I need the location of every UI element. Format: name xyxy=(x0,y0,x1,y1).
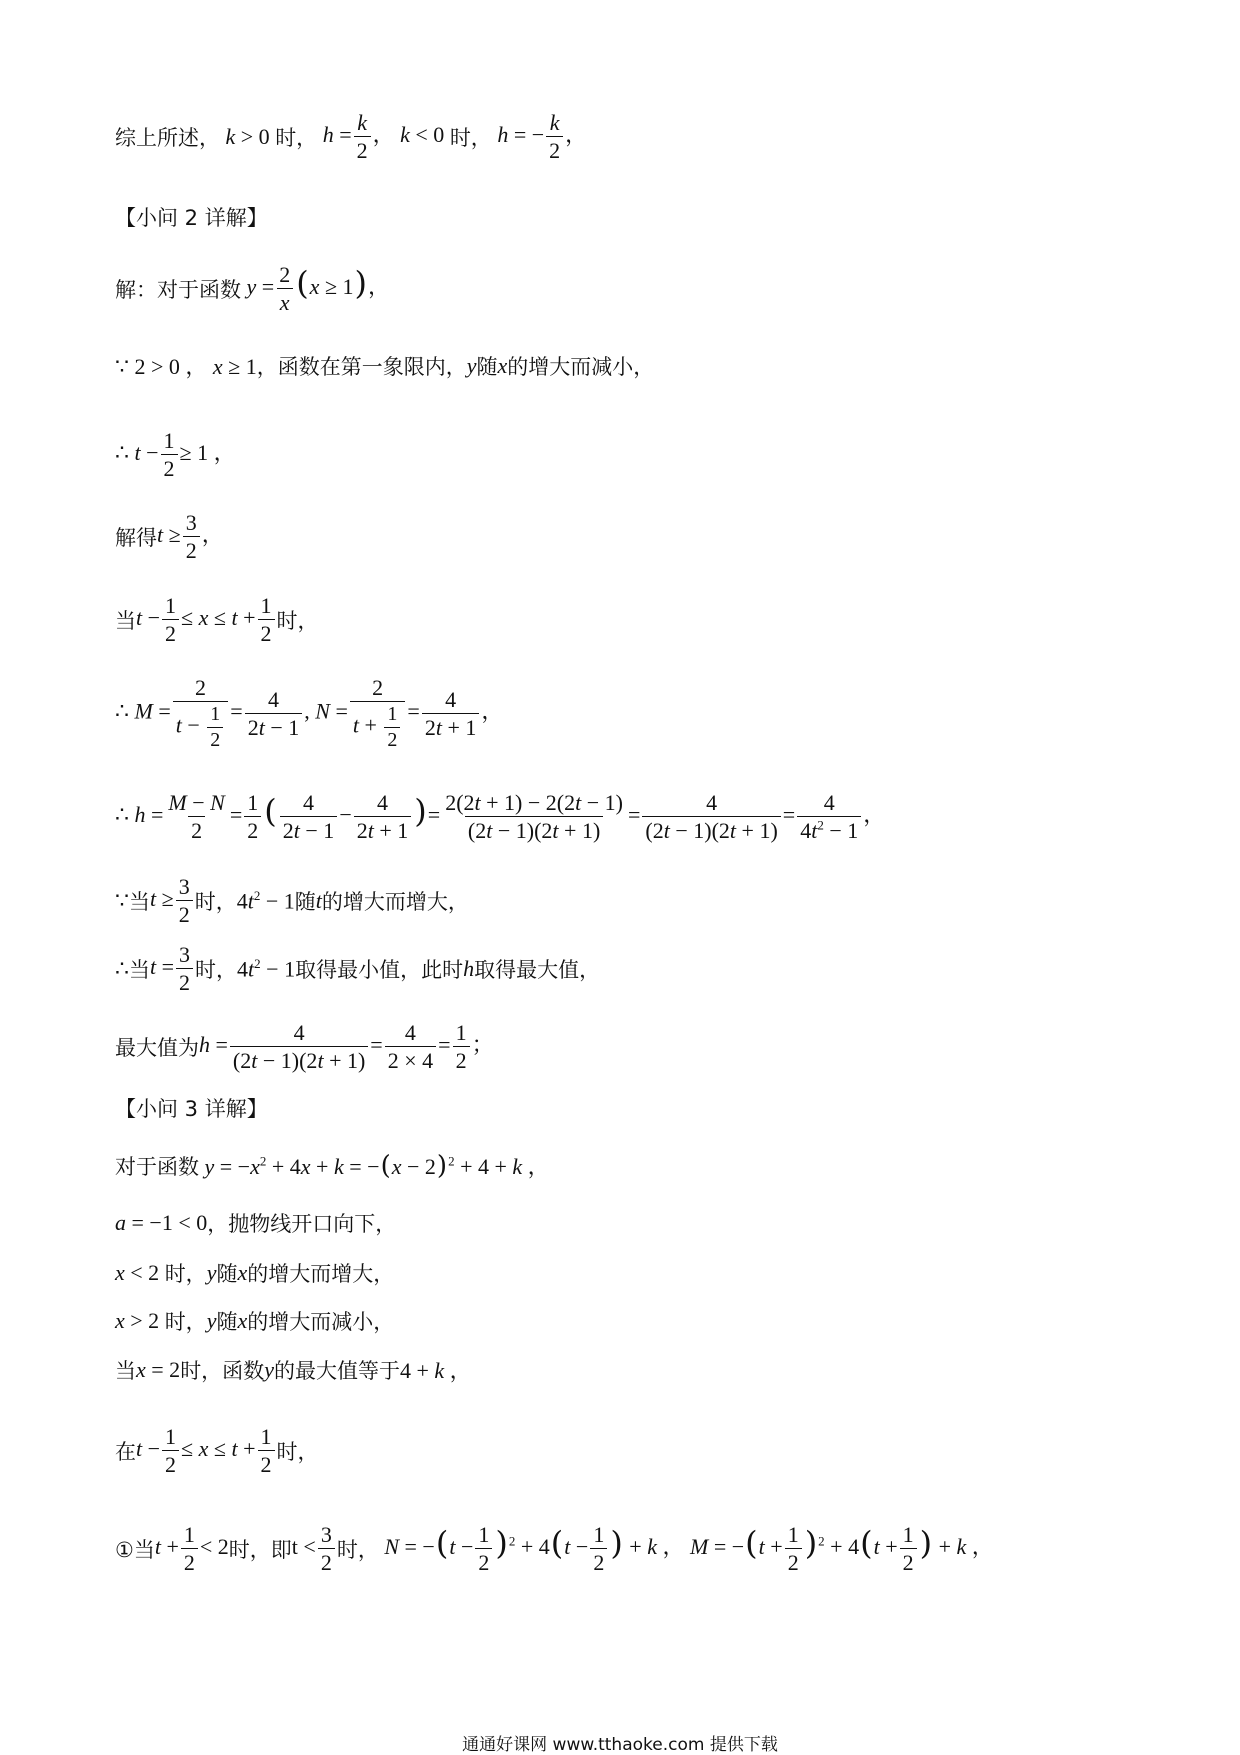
math-y: y xyxy=(466,352,477,378)
solve-t-text: 解得 xyxy=(115,525,157,550)
m-n-line xyxy=(115,675,503,752)
q3-intro-line xyxy=(115,1150,550,1181)
math-4t2-1-b: $4t^2 - 1$ xyxy=(237,955,296,981)
math-case1-cond: t + $\frac{1}{2}$ < 2 xyxy=(154,1522,229,1576)
math-4-plus-k: 4 + k ， xyxy=(399,1358,472,1383)
q2-intro-text: 解：对于函数 xyxy=(115,277,241,302)
shi-text-5: 时， xyxy=(276,1439,319,1464)
max-y-text: 时，函数 xyxy=(180,1358,265,1383)
a-line xyxy=(115,1208,396,1238)
max-line xyxy=(115,1020,494,1074)
sui-text: 随 xyxy=(476,354,498,379)
y-decreases2-text: 的增大而减小， xyxy=(247,1310,395,1334)
sui-text-4: 随 xyxy=(216,1310,238,1334)
x-lt-2-line xyxy=(115,1258,394,1288)
page-footer: 通通好课网 www.tthaoke.com 提供下载 xyxy=(462,1735,778,1755)
math-therefore-sym: ∴ xyxy=(115,955,129,981)
solve-t-line xyxy=(115,510,224,564)
section-header-q3: 【小问 3 详解】 xyxy=(115,1097,268,1121)
math-x-3: x xyxy=(237,1308,248,1333)
max-y2-text: 的最大值等于 xyxy=(273,1358,400,1383)
math-4t2-1: $4t^2 - 1$ xyxy=(236,887,295,913)
because-when-text: 当 xyxy=(129,889,150,914)
case1-mid-text: 时，即 xyxy=(228,1537,292,1562)
y-increases-text: 的增大而增大， xyxy=(247,1262,395,1286)
because-line xyxy=(115,350,654,381)
max-value-h-text: 取得最大值， xyxy=(474,957,601,982)
reason1-text: ，函数在第一象限内， xyxy=(256,354,467,379)
math-t-eq: t = $\frac{3}{2}$ xyxy=(150,942,195,996)
math-max-h: h = $\frac{4}{(2t - 1)(2t + 1)}$ = $\frac{4}{2 \times 4}$ = $\frac{1}{2}$ ； xyxy=(199,1020,494,1074)
y-decreases-text: 的增大而减小， xyxy=(507,354,655,379)
math-case1-t: t < $\frac{3}{2}$ xyxy=(292,1522,337,1576)
math-t-geq: t ≥ $\frac{3}{2}$ ， xyxy=(157,510,224,564)
q2-intro-line xyxy=(115,262,390,316)
math-h-derivation: ∴ h = $\frac{M - N}{2}$ = $\frac{1}{2}$ ( $\frac{4}{2t - 1}$ − $\frac{4}{2t + 1}$ )= $\frac{2(2t + 1) - 2(2t - 1)}{(2t - 1)(2t + 1)}$ = $\frac{4}{(2t - 1)(2t + 1)}$ = $\frac{4}{4t^2 - 1}$ ， xyxy=(115,790,886,844)
shi-text-4: 时， xyxy=(164,1310,207,1334)
increasing-line xyxy=(115,874,469,928)
math-x-lt-2: x < 2 xyxy=(115,1260,165,1285)
case1-line xyxy=(115,1522,994,1576)
math-range: t − $\frac{1}{2}$ ≤ x ≤ t + $\frac{1}{2}$ xyxy=(136,593,277,647)
math-x: x xyxy=(497,352,508,378)
therefore-when-text: 当 xyxy=(129,957,150,982)
summary-line xyxy=(115,110,587,164)
math-x-eq-2: x = 2 xyxy=(136,1356,181,1382)
x-gt-2-line xyxy=(115,1306,394,1336)
max-is-text: 最大值为 xyxy=(115,1035,199,1060)
range-line xyxy=(115,593,319,647)
increase-with-t-text: 的增大而增大， xyxy=(321,889,469,914)
math-h-k-half: h = $\frac{k}{2}$ ， k < 0 xyxy=(322,110,450,164)
math-y-2-over-x: y = $\frac{2}{x}$ (x ≥ 1)， xyxy=(246,262,391,316)
in-range-text: 在 xyxy=(115,1439,136,1464)
sui-text-2: 随 xyxy=(294,889,316,914)
math-because: ∵ 2 > 0 ， x ≥ 1 xyxy=(115,354,257,379)
shi-text-6: 时， xyxy=(336,1537,379,1562)
math-case1-n-m: N = −(t − $\frac{1}{2}$ )$^2$ + 4(t − $\frac{1}{2}$ ) + k ， M = −(t + $\frac{1}{2}$ )$^2$ + 4(t + $\frac{1}{2}$ ) + k ， xyxy=(384,1522,994,1576)
section-header-q2: 【小问 2 详解】 xyxy=(115,206,268,230)
math-range-2: t − $\frac{1}{2}$ ≤ x ≤ t + $\frac{1}{2}$ xyxy=(136,1424,277,1478)
summary-when1: 时， xyxy=(275,125,318,150)
math-x-2: x xyxy=(237,1260,248,1285)
math-h: h xyxy=(463,955,475,981)
math-y-4: y xyxy=(264,1356,274,1382)
opens-down-text: ，抛物线开口向下， xyxy=(207,1212,397,1236)
when-text-2: 当 xyxy=(115,1358,136,1383)
math-t-ineq: ∴ t − $\frac{1}{2}$ ≥ 1 ， xyxy=(115,428,236,482)
shi-text-2: 时， xyxy=(195,957,238,982)
math-because-sym: ∵ xyxy=(115,887,129,913)
math-t-geq-2: t ≥ $\frac{3}{2}$ xyxy=(150,874,195,928)
math-x-gt-2: x > 2 xyxy=(115,1308,165,1333)
math-y-3: y xyxy=(206,1308,217,1333)
in-range-line xyxy=(115,1424,319,1478)
when-end-text: 时， xyxy=(276,608,319,633)
min-line xyxy=(115,942,600,996)
math-h-neg-k-half: h = − $\frac{k}{2}$ ， xyxy=(497,110,588,164)
case1-text: ①当 xyxy=(115,1537,155,1562)
math-t: t xyxy=(315,887,322,913)
math-a: a = −1 < 0 xyxy=(115,1210,208,1235)
h-derivation-line xyxy=(115,790,885,844)
math-m-n: ∴ M = 2 t − $\frac{1}{2}$ = $\frac{4}{2t - 1}$ , N = 2 t + $\frac{1}{2}$ = $\frac{4}{2t + 1}$ ， xyxy=(115,675,504,752)
shi-text: 时， xyxy=(194,889,237,914)
math-parabola: $y = -x^2 + 4x + k = -(x - 2)^2 + 4 + k$ ， xyxy=(204,1151,550,1181)
math-y-2: y xyxy=(206,1260,217,1285)
when-text: 当 xyxy=(115,608,136,633)
min-value-text: 取得最小值，此时 xyxy=(295,957,464,982)
summary-text: 综上所述， xyxy=(115,125,220,150)
therefore-t-line xyxy=(115,428,236,482)
sui-text-3: 随 xyxy=(216,1262,238,1286)
max-y-line xyxy=(115,1354,472,1385)
summary-when2: 时， xyxy=(449,125,492,150)
math-k-pos: k > 0 xyxy=(225,123,276,149)
shi-text-3: 时， xyxy=(164,1262,207,1286)
q3-intro-text: 对于函数 xyxy=(115,1154,199,1179)
